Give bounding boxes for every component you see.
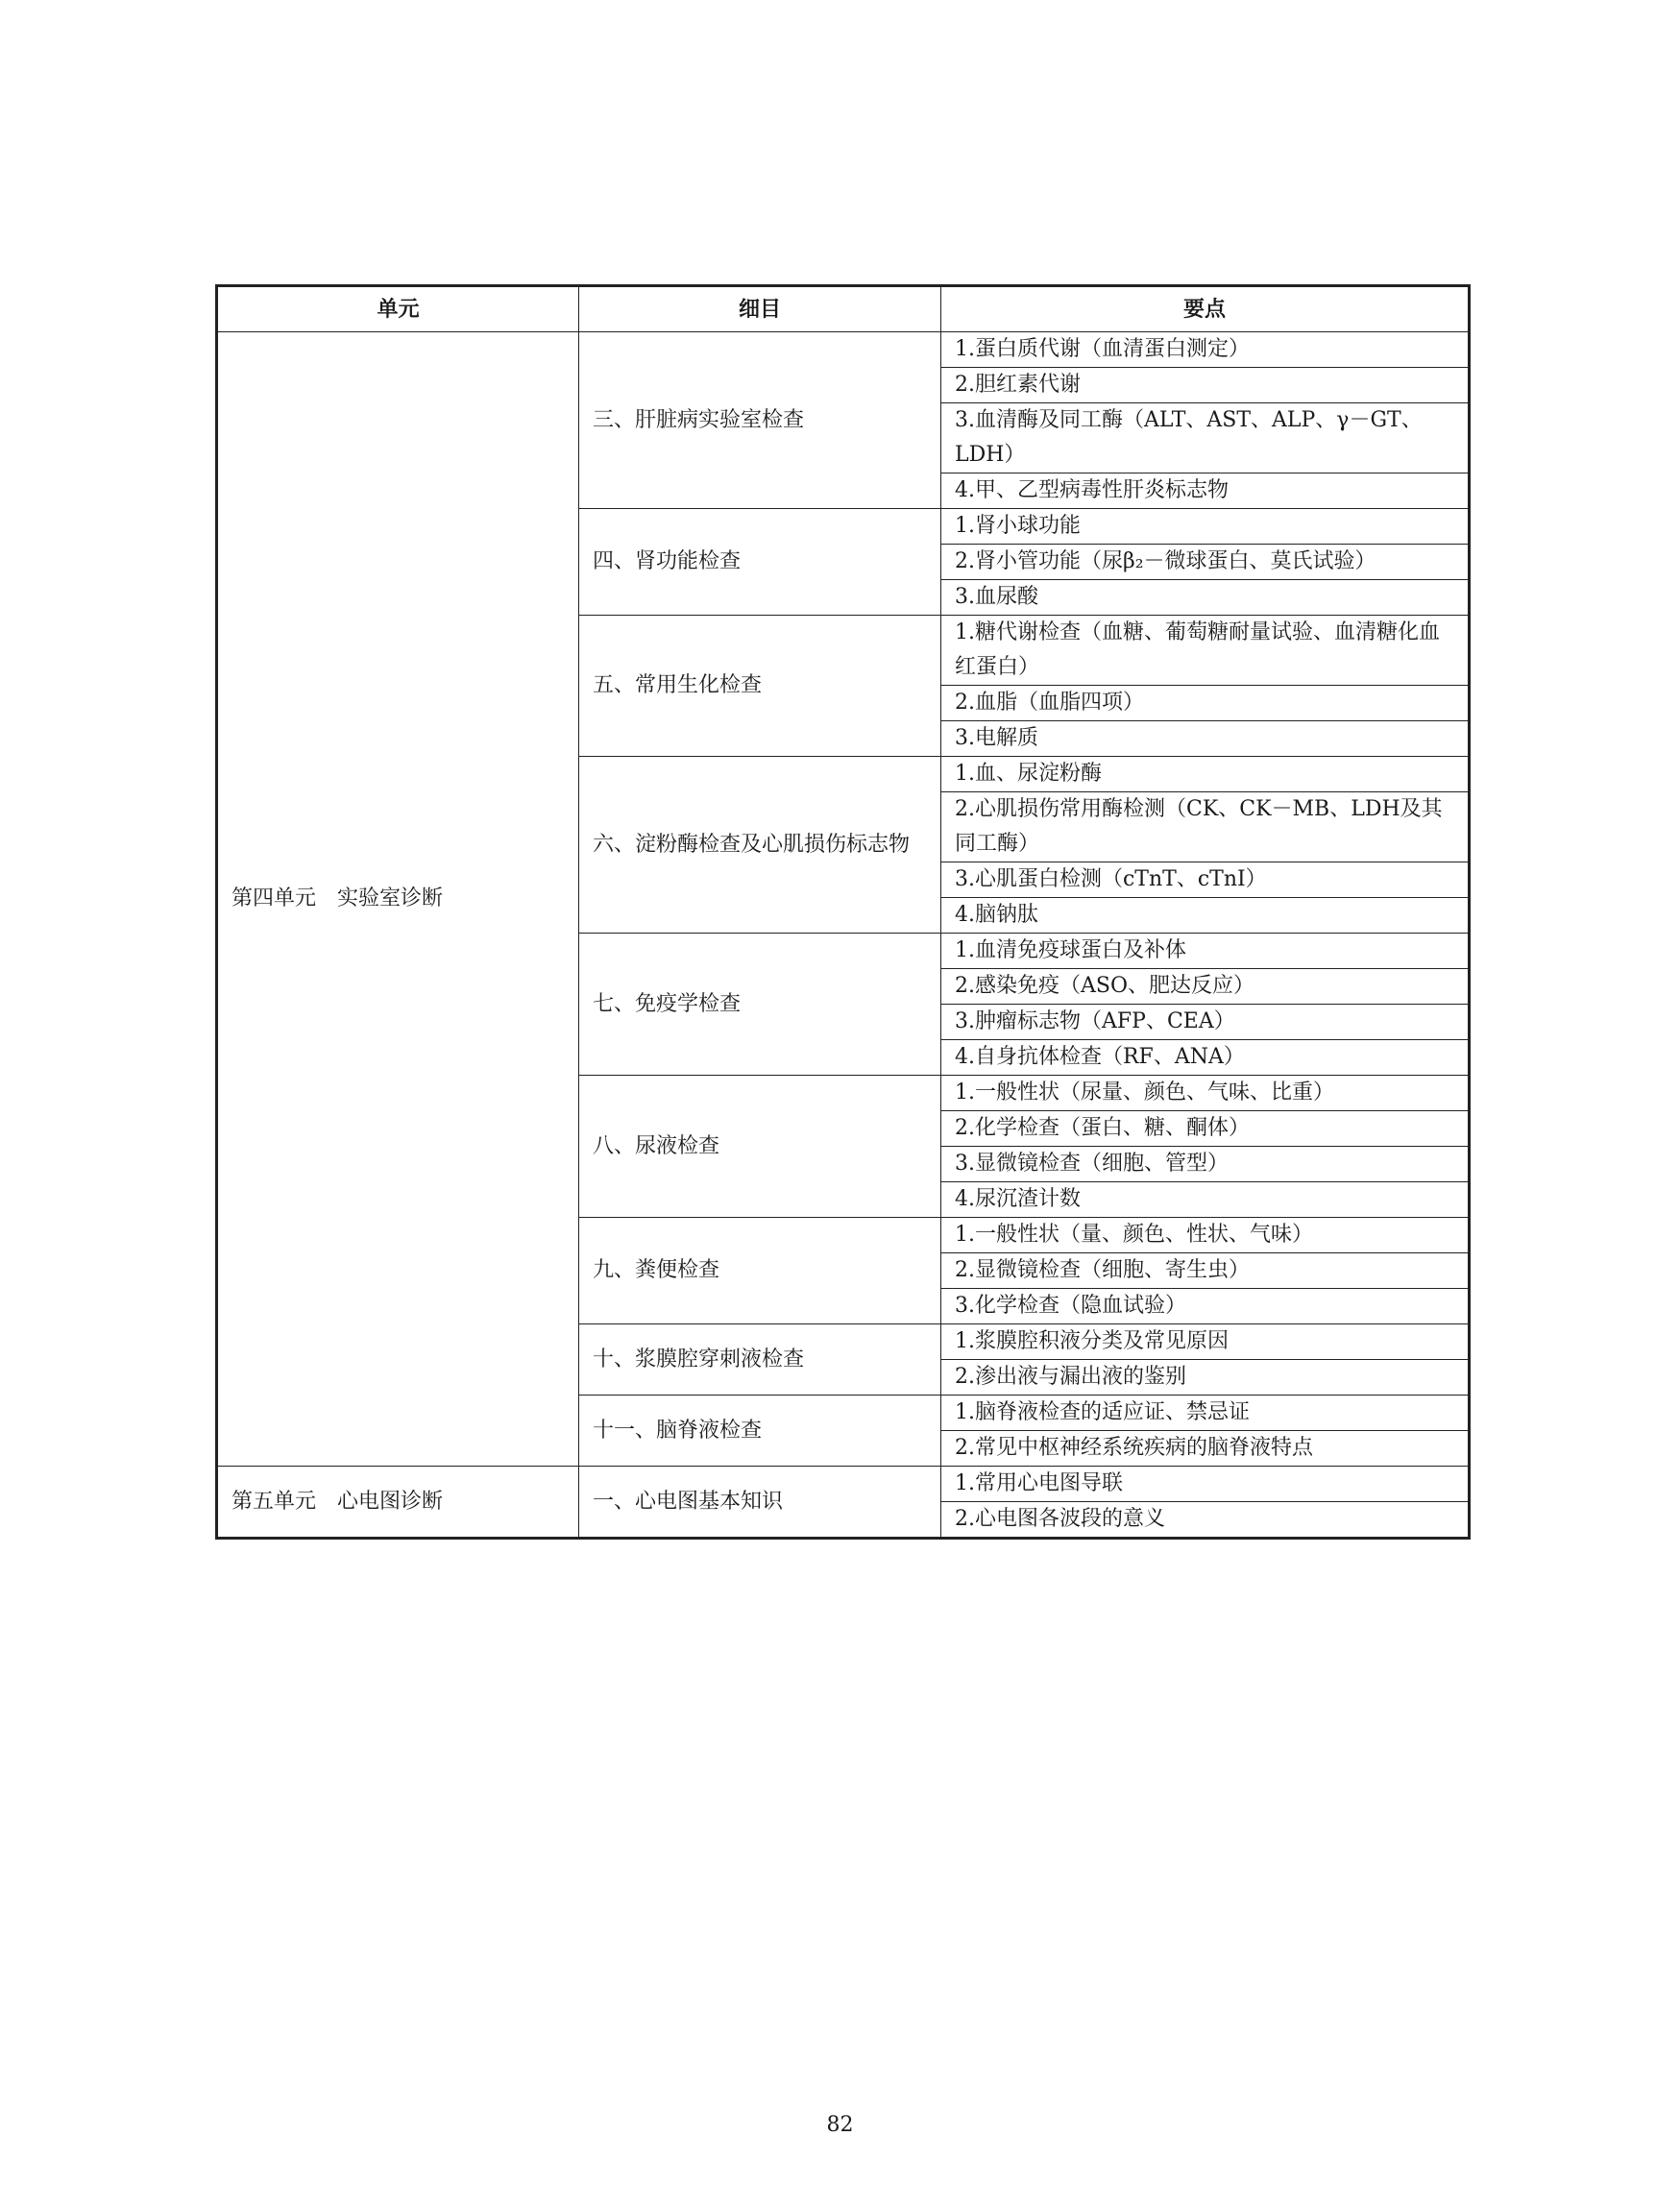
point-cell: 4.甲、乙型病毒性肝炎标志物 [941, 473, 1470, 509]
point-cell: 2.感染免疫（ASO、肥达反应） [941, 969, 1470, 1005]
point-cell: 1.糖代谢检查（血糖、葡萄糖耐量试验、血清糖化血红蛋白） [941, 616, 1470, 686]
point-cell: 4.自身抗体检查（RF、ANA） [941, 1040, 1470, 1076]
point-cell: 2.化学检查（蛋白、糖、酮体） [941, 1111, 1470, 1147]
point-cell: 2.胆红素代谢 [941, 368, 1470, 403]
header-points: 要点 [941, 286, 1470, 332]
detail-cell: 十一、脑脊液检查 [579, 1396, 941, 1467]
point-cell: 1.脑脊液检查的适应证、禁忌证 [941, 1396, 1470, 1431]
detail-cell: 五、常用生化检查 [579, 616, 941, 757]
point-cell: 3.心肌蛋白检测（cTnT、cTnI） [941, 862, 1470, 898]
point-cell: 2.心电图各波段的意义 [941, 1502, 1470, 1539]
detail-cell: 九、粪便检查 [579, 1218, 941, 1324]
table-row [217, 1467, 1470, 1502]
unit-cell: 第四单元 实验室诊断 [217, 332, 579, 1467]
point-cell: 4.尿沉渣计数 [941, 1182, 1470, 1218]
point-cell: 2.心肌损伤常用酶检测（CK、CK－MB、LDH及其同工酶） [941, 792, 1470, 862]
point-cell: 2.肾小管功能（尿β₂－微球蛋白、莫氏试验） [941, 545, 1470, 580]
page-number: 82 [826, 2113, 854, 2137]
point-cell: 3.肿瘤标志物（AFP、CEA） [941, 1005, 1470, 1040]
detail-cell: 一、心电图基本知识 [579, 1467, 941, 1539]
point-cell: 3.血尿酸 [941, 580, 1470, 616]
point-cell: 1.血清免疫球蛋白及补体 [941, 934, 1470, 969]
point-cell: 1.一般性状（尿量、颜色、气味、比重） [941, 1076, 1470, 1111]
point-cell: 3.电解质 [941, 721, 1470, 757]
table-body [217, 332, 1470, 1539]
syllabus-table [215, 284, 1471, 1540]
point-cell: 2.常见中枢神经系统疾病的脑脊液特点 [941, 1431, 1470, 1467]
header-unit: 单元 [217, 286, 579, 332]
detail-cell: 七、免疫学检查 [579, 934, 941, 1076]
detail-cell: 八、尿液检查 [579, 1076, 941, 1218]
header-detail: 细目 [579, 286, 941, 332]
unit-cell: 第五单元 心电图诊断 [217, 1467, 579, 1539]
point-cell: 1.浆膜腔积液分类及常见原因 [941, 1324, 1470, 1360]
point-cell: 1.常用心电图导联 [941, 1467, 1470, 1502]
detail-cell: 四、肾功能检查 [579, 509, 941, 616]
point-cell: 1.一般性状（量、颜色、性状、气味） [941, 1218, 1470, 1253]
point-cell: 3.血清酶及同工酶（ALT、AST、ALP、γ－GT、LDH） [941, 403, 1470, 473]
point-cell: 3.显微镜检查（细胞、管型） [941, 1147, 1470, 1182]
point-cell: 2.血脂（血脂四项） [941, 686, 1470, 721]
table-row [217, 332, 1470, 368]
point-cell: 4.脑钠肽 [941, 898, 1470, 934]
detail-cell: 三、肝脏病实验室检查 [579, 332, 941, 509]
header-row [217, 286, 1470, 332]
point-cell: 1.蛋白质代谢（血清蛋白测定） [941, 332, 1470, 368]
point-cell: 1.肾小球功能 [941, 509, 1470, 545]
point-cell: 3.化学检查（隐血试验） [941, 1289, 1470, 1324]
detail-cell: 六、淀粉酶检查及心肌损伤标志物 [579, 757, 941, 934]
detail-cell: 十、浆膜腔穿刺液检查 [579, 1324, 941, 1396]
point-cell: 2.显微镜检查（细胞、寄生虫） [941, 1253, 1470, 1289]
point-cell: 1.血、尿淀粉酶 [941, 757, 1470, 792]
point-cell: 2.渗出液与漏出液的鉴别 [941, 1360, 1470, 1396]
